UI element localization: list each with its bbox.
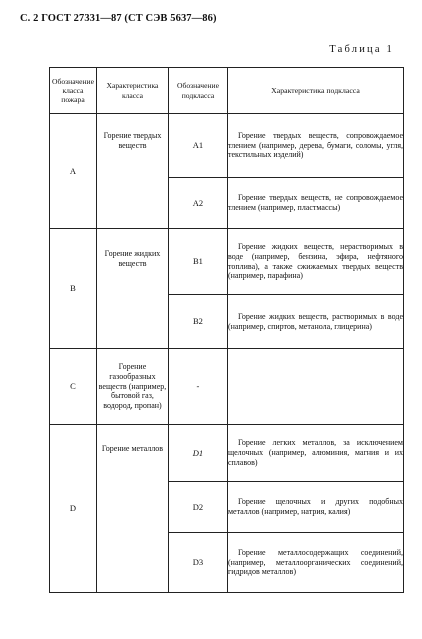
table-row — [50, 425, 404, 482]
subclass-description: Горение твердых веществ, не сопровождаемое тлением (например, пластмассы) — [227, 178, 403, 229]
table-row — [50, 114, 404, 178]
subclass-description: Горение жидких веществ, нерастворимых в воде (например, бензина, эфира, нефтяного топлива), а также сжижаемых твердых веществ (например, парафина) — [227, 229, 403, 295]
table-row — [50, 229, 404, 295]
subclass-description: Горение твердых веществ, сопровождаемое тлением (например, дерева, бумаги, соломы, угля, текстильных изделий) — [227, 114, 403, 178]
class-code: C — [50, 349, 97, 425]
subclass-code: D1 — [168, 425, 227, 482]
subclass-code: D2 — [168, 482, 227, 533]
header-class-code: Обозначение класса пожара — [50, 68, 97, 114]
subclass-code: - — [168, 349, 227, 425]
subclass-description: Горение щелочных и других подобных металлов (например, натрия, калия) — [227, 482, 403, 533]
subclass-code: A2 — [168, 178, 227, 229]
class-code: D — [50, 425, 97, 593]
class-characteristic: Горение металлов — [96, 425, 168, 593]
class-characteristic: Горение газообразных веществ (например, бытовой газ, водород, пропан) — [96, 349, 168, 425]
subclass-code: A1 — [168, 114, 227, 178]
class-code: A — [50, 114, 97, 229]
table-row — [50, 349, 404, 425]
class-characteristic: Горение жидких веществ — [96, 229, 168, 349]
header-subclass-characteristic: Характеристика подкласса — [227, 68, 403, 114]
subclass-code: B1 — [168, 229, 227, 295]
subclass-description: Горение жидких веществ, растворимых в воде (например, спиртов, метанола, глицерина) — [227, 295, 403, 349]
subclass-code: B2 — [168, 295, 227, 349]
class-code: B — [50, 229, 97, 349]
subclass-code: D3 — [168, 533, 227, 593]
page-header: С. 2 ГОСТ 27331—87 (СТ СЭВ 5637—86) — [20, 13, 217, 24]
table-header-row — [50, 68, 404, 114]
class-characteristic: Горение твердых веществ — [96, 114, 168, 229]
header-subclass-code: Обозначение подкласса — [168, 68, 227, 114]
subclass-description: Горение металлосодержащих соединений, (например, металлоорганических соединений, гидридов металлов) — [227, 533, 403, 593]
fire-class-table — [49, 67, 404, 593]
table-caption: Таблица 1 — [329, 44, 394, 55]
header-class-characteristic: Характеристика класса — [96, 68, 168, 114]
subclass-description: Горение легких металлов, за исключением щелочных (например, алюминия, магния и их сплавов) — [227, 425, 403, 482]
subclass-description — [227, 349, 403, 425]
